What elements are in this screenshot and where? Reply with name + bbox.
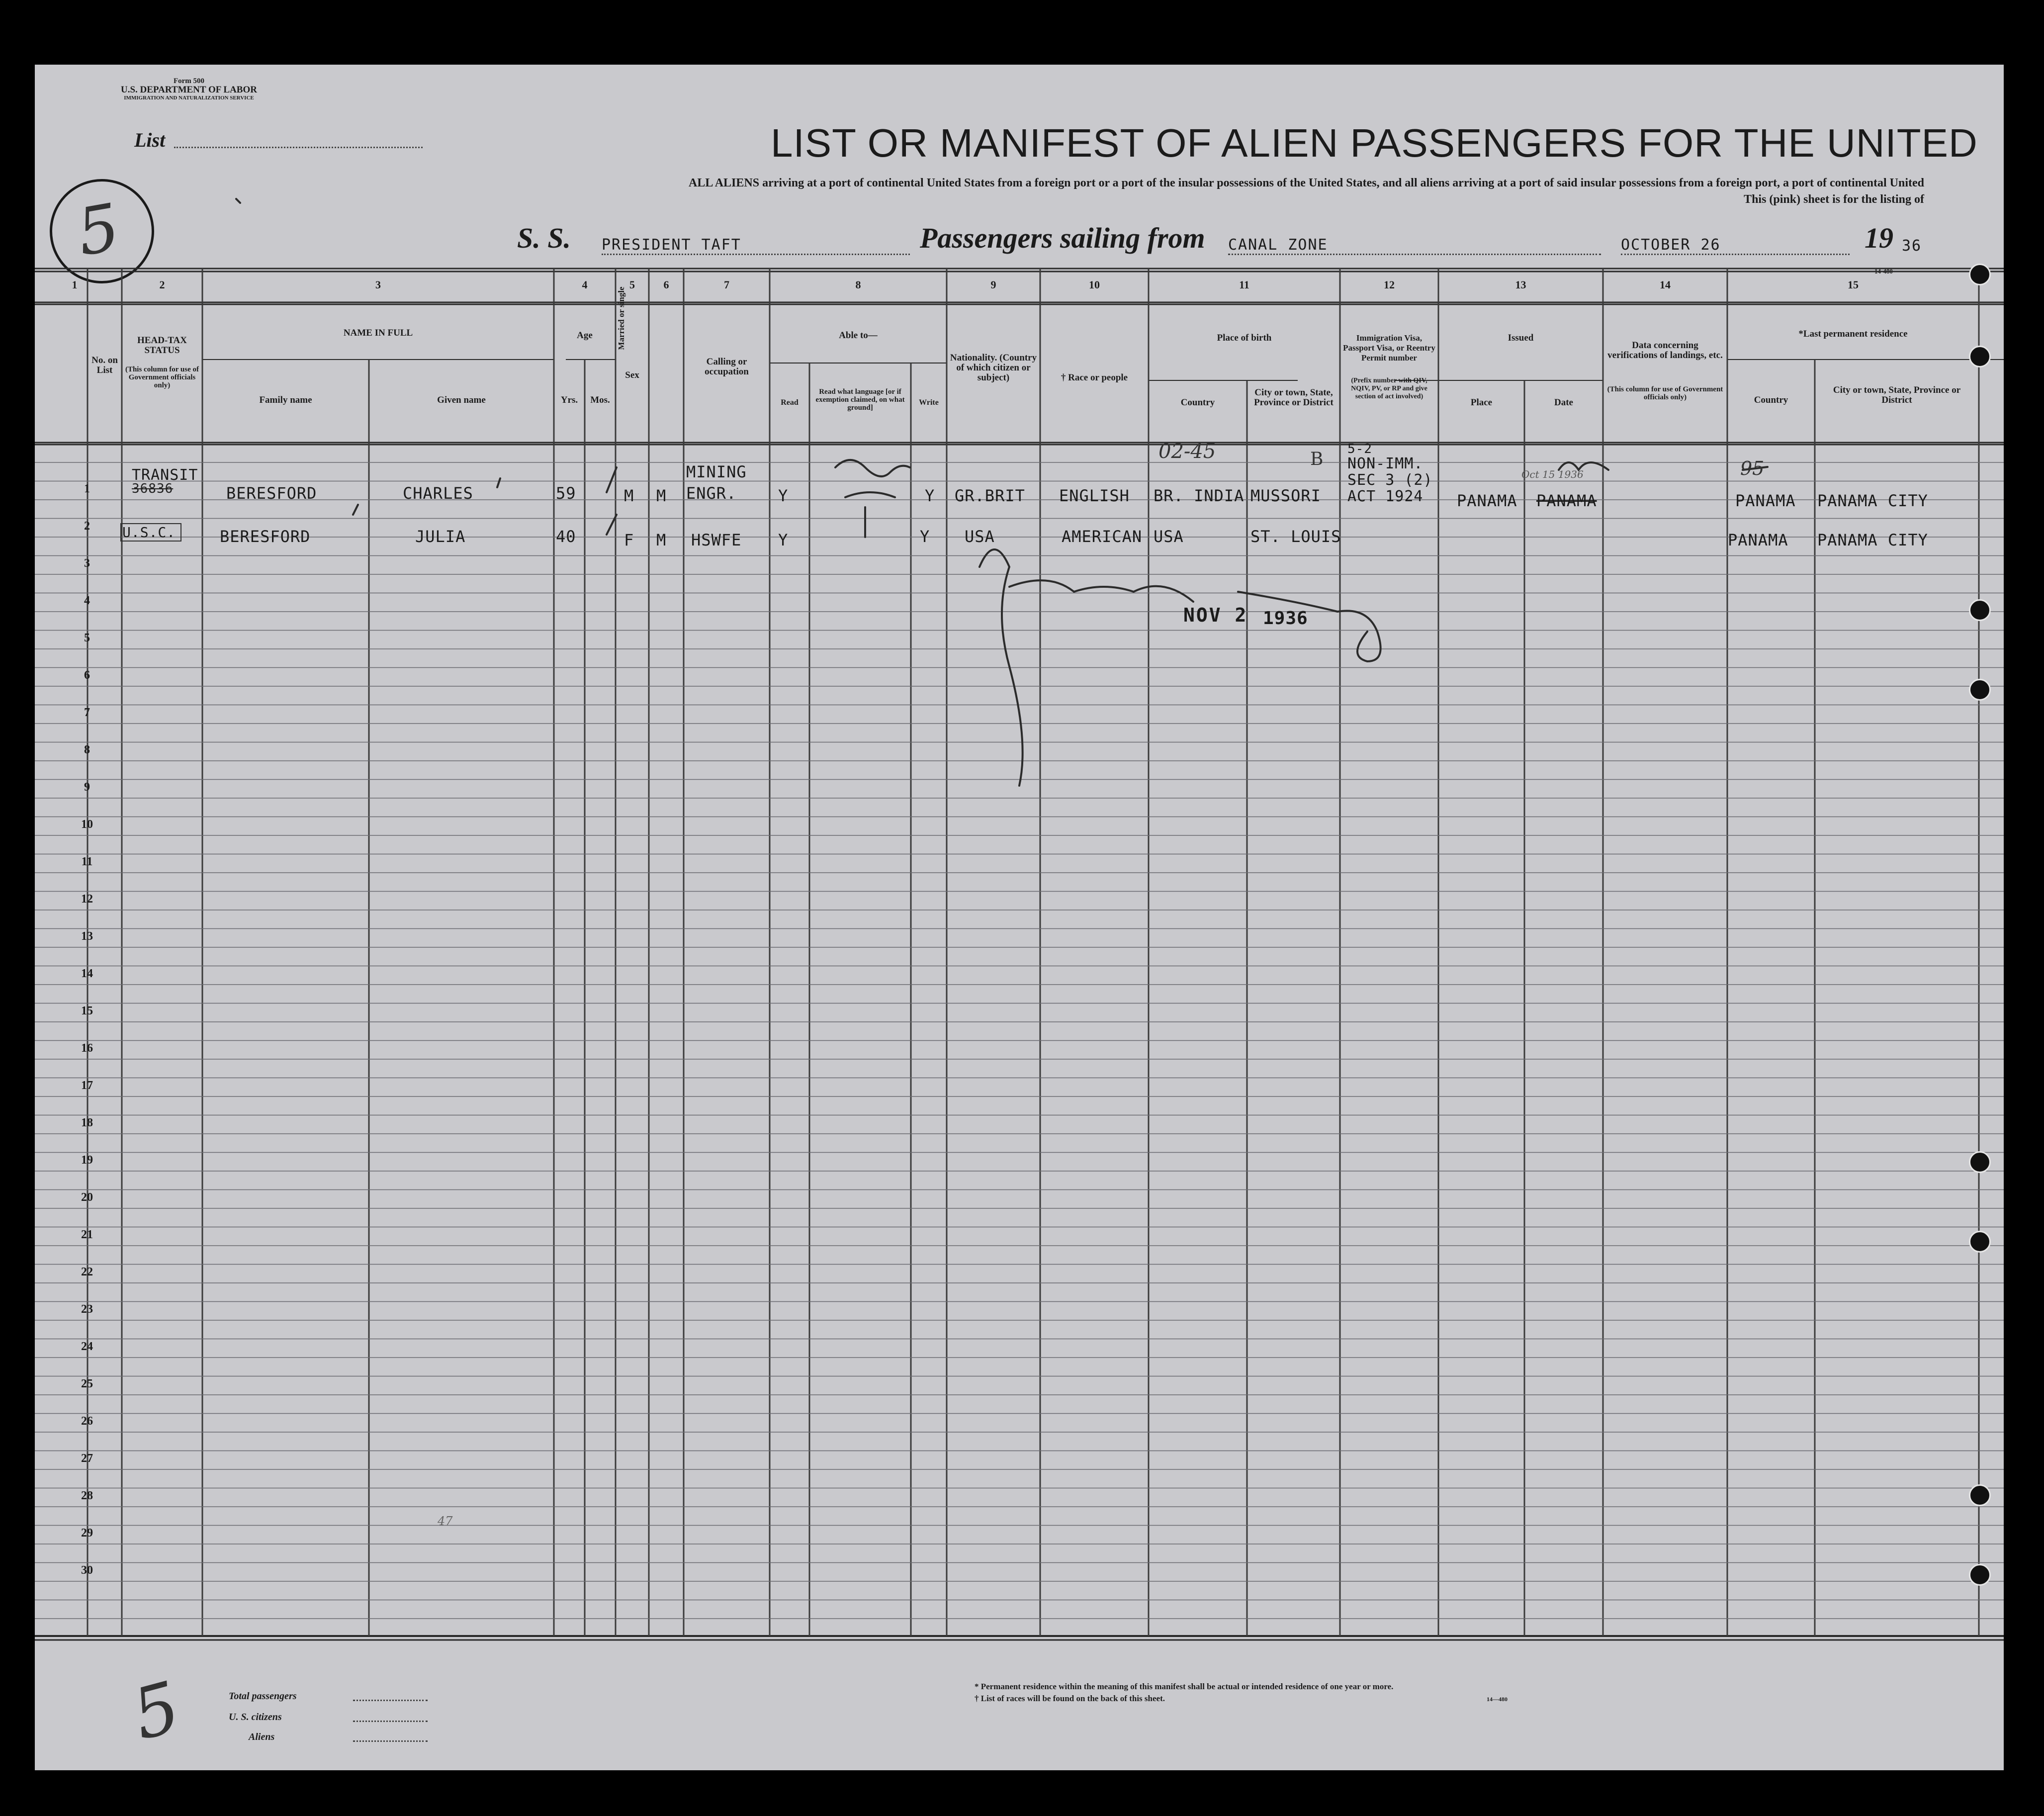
header-write: Write (919, 398, 939, 407)
col-num-14: 14 (1660, 278, 1671, 291)
row1-visa-line3: SEC 3 (2) (1347, 471, 1433, 489)
row2-residence-country: PANAMA (1728, 531, 1788, 549)
binder-hole (1969, 1564, 1991, 1586)
handwritten-marks (35, 65, 2004, 1770)
received-stamp-date: NOV 2 (1183, 604, 1248, 626)
footnote-races: † List of races will be found on the back of this sheet. (975, 1694, 1165, 1703)
row2-write: Y (920, 527, 930, 546)
header-visa: Immigration Visa, Passport Visa, or Reentry Permit number (1343, 333, 1435, 363)
row-number: 16 (81, 1042, 93, 1055)
row1-nationality: GR.BRIT (955, 486, 1025, 505)
row-number: 4 (84, 594, 90, 607)
aliens-field[interactable] (353, 1740, 428, 1742)
row1-issued-date-handwritten: Oct 15 1936 (1521, 468, 1584, 480)
list-label: List (134, 129, 166, 151)
col-num-9: 9 (990, 278, 996, 291)
binder-hole (1969, 264, 1991, 285)
us-citizens-label: U. S. citizens (229, 1712, 282, 1723)
row-number: 2 (84, 520, 90, 533)
binder-hole (1969, 599, 1991, 621)
header-landing-data: Data concerning verifications of landings, etc. (1607, 340, 1723, 361)
row-number: 29 (81, 1527, 93, 1540)
row2-nationality: USA (965, 527, 995, 546)
header-visa-note: (Prefix number with QIV, NQIV, PV, or RP and give section of act involved) (1351, 377, 1427, 400)
row1-visa-line2: NON-IMM. (1347, 455, 1423, 472)
col-num-11: 11 (1239, 278, 1249, 291)
signature-scribble (979, 549, 1193, 786)
header-calling: Calling or occupation (705, 357, 749, 377)
row-number: 15 (81, 1004, 93, 1017)
circled-page-number: 5 (41, 171, 162, 291)
corner-code: 14-480 (1874, 268, 1893, 275)
row1-birth-country: BR. INDIA (1154, 486, 1244, 505)
row1-race: ENGLISH (1059, 486, 1130, 505)
row-number: 27 (81, 1452, 93, 1465)
binder-hole (1969, 1151, 1991, 1173)
year-suffix: 36 (1902, 237, 1922, 255)
header-given-name: Given name (437, 395, 486, 405)
header-residence-city: City or town, State, Province or District (1833, 385, 1961, 405)
row1-write: Y (925, 486, 935, 505)
footnote-permanent-residence: * Permanent residence within the meaning of this manifest shall be actual or intended residence of one year or more. (975, 1682, 1394, 1691)
aliens-label: Aliens (249, 1731, 275, 1742)
manifest-sheet (35, 65, 2004, 1770)
binder-hole (1969, 1231, 1991, 1253)
signature-tail (1238, 592, 1381, 661)
year-prefix: 19 (1865, 222, 1893, 254)
departure-port: CANAL ZONE (1228, 236, 1328, 254)
row2-given-name: JULIA (415, 527, 466, 546)
row2-head-tax: U.S.C. (120, 523, 181, 542)
row1-married: M (656, 486, 667, 505)
row2-birth-country: USA (1154, 527, 1184, 546)
department-name: U.S. DEPARTMENT OF LABOR (121, 85, 257, 95)
row1-birth-city: MUSSORI (1250, 486, 1321, 505)
row-number: 3 (84, 557, 90, 570)
intro-text-line1: ALL ALIENS arriving at a port of continental United States from a foreign port or a port of the insular possessions of the United States, and all aliens arriving at a port of said insular possessions from a foreign port, a port of continental United (689, 177, 1924, 189)
row-number: 25 (81, 1377, 93, 1390)
col-num-15: 15 (1848, 278, 1859, 291)
service-name: IMMIGRATION AND NATURALIZATION SERVICE (124, 95, 254, 101)
col-num-1: 1 (72, 278, 78, 291)
row-number: 8 (84, 743, 90, 756)
header-age-yrs: Yrs. (560, 395, 578, 405)
row-number: 24 (81, 1340, 93, 1353)
row1-sex: M (624, 486, 634, 505)
header-issued-place: Place (1470, 397, 1493, 408)
col-num-13: 13 (1515, 278, 1526, 291)
header-residence-country: Country (1754, 395, 1788, 405)
sailing-date: OCTOBER 26 (1621, 236, 1721, 254)
row-number: 6 (84, 669, 90, 682)
us-citizens-field[interactable] (353, 1721, 428, 1722)
header-age: Age (577, 330, 593, 341)
row-number: 14 (81, 967, 93, 980)
row-number: 9 (84, 781, 90, 794)
row1-visa-line4: ACT 1924 (1347, 488, 1423, 505)
row2-family-name: BERESFORD (220, 527, 311, 546)
row1-code: 02-45 (1158, 440, 1216, 463)
header-last-residence: *Last permanent residence (1798, 329, 1908, 339)
row-number: 30 (81, 1564, 93, 1577)
row2-check-mark (353, 505, 358, 515)
row2-birth-city: ST. LOUIS (1250, 527, 1341, 546)
row-number: 11 (81, 855, 93, 868)
row-number: 12 (81, 893, 93, 906)
header-read: Read (781, 398, 799, 407)
row1-head-tax-struck: 36836 (132, 481, 174, 496)
col-num-10: 10 (1089, 278, 1100, 291)
header-no-on-list: No. on List (91, 355, 118, 375)
col-num-4: 4 (582, 278, 588, 291)
row1-age: 59 (556, 484, 576, 503)
header-head-tax-note: (This column for use of Government officials only) (125, 365, 199, 389)
row1-occupation-line2: ENGR. (686, 484, 737, 503)
col-num-12: 12 (1384, 278, 1395, 291)
intro-text-line2: This (pink) sheet is for the listing of (1744, 193, 1924, 206)
row1-language-scribble (835, 460, 910, 497)
row2-race: AMERICAN (1062, 527, 1143, 546)
footer-code: 14—480 (1487, 1696, 1508, 1703)
header-issued: Issued (1508, 333, 1534, 343)
margin-handwritten-number: 5 (124, 1666, 188, 1756)
total-passengers-field[interactable] (353, 1700, 428, 1701)
row2-age: 40 (556, 527, 576, 546)
row1-issued-place: PANAMA (1457, 491, 1517, 510)
row1-issued-date: PANAMA (1536, 491, 1597, 510)
row-number: 21 (81, 1228, 93, 1241)
header-name-in-full: NAME IN FULL (343, 328, 413, 338)
row1-read: Y (778, 486, 789, 505)
row-number: 22 (81, 1266, 93, 1278)
residence-code: 95 (1740, 457, 1765, 479)
row1-b-mark: B (1310, 449, 1324, 469)
received-stamp-year: 1936 (1263, 608, 1308, 629)
row1-visa-line1: 5-2 (1347, 442, 1372, 456)
header-place-of-birth: Place of birth (1217, 333, 1272, 343)
row-number: 19 (81, 1154, 93, 1167)
row-number: 28 (81, 1489, 93, 1502)
row1-head-tax: TRANSIT (132, 466, 198, 484)
row1-family-name: BERESFORD (226, 484, 317, 503)
row1-given-name: CHARLES (403, 484, 473, 503)
ss-label: S. S. (517, 222, 571, 254)
row-number: 20 (81, 1191, 93, 1204)
form-number: Form 500 (173, 77, 205, 85)
header-head-tax: HEAD-TAX STATUS (137, 335, 187, 356)
header-married: Married or single (617, 286, 626, 350)
header-birth-city: City or town, State, Province or District (1254, 387, 1333, 408)
row-number: 10 (81, 818, 93, 831)
header-sex: Sex (625, 370, 639, 380)
row2-read: Y (778, 531, 789, 549)
header-nationality: Nationality. (Country of which citizen or subject) (950, 353, 1037, 383)
row1-check-mark (497, 478, 500, 487)
header-able-to: Able to— (839, 330, 878, 341)
col-num-2: 2 (159, 278, 165, 291)
row-number: 18 (81, 1116, 93, 1129)
col-num-8: 8 (855, 278, 861, 291)
total-passengers-label: Total passengers (229, 1691, 297, 1702)
row-number: 26 (81, 1415, 93, 1428)
row-number: 7 (84, 706, 90, 719)
row-number: 13 (81, 930, 93, 943)
sailing-label: Passengers sailing from (920, 222, 1205, 254)
row1-age-check-mark (607, 467, 617, 492)
header-landing-note: (This column for use of Government officials only) (1607, 385, 1723, 401)
header-issued-date: Date (1554, 397, 1573, 408)
row29-pencil-mark: 47 (438, 1514, 453, 1528)
binder-hole (1969, 1484, 1991, 1506)
col-num-7: 7 (724, 278, 729, 291)
row2-occupation: HSWFE (691, 531, 742, 549)
row1-residence-city: PANAMA CITY (1817, 491, 1928, 510)
ship-name: PRESIDENT TAFT (602, 236, 741, 254)
row2-age-check-mark (607, 515, 617, 535)
binder-hole (1969, 346, 1991, 367)
row-number: 23 (81, 1303, 93, 1316)
header-age-mos: Mos. (590, 395, 610, 405)
header-family-name: Family name (259, 395, 312, 405)
header-read-language: Read what language [or if exemption claimed, on what ground] (815, 388, 905, 412)
manifest-title: LIST OR MANIFEST OF ALIEN PASSENGERS FOR THE UNITED (771, 121, 1978, 165)
row-number: 5 (84, 632, 90, 644)
row2-married: M (656, 531, 667, 549)
row1-residence-country: PANAMA (1735, 491, 1796, 510)
col-num-6: 6 (663, 278, 669, 291)
col-num-3: 3 (375, 278, 381, 291)
col-num-5: 5 (629, 278, 635, 291)
row-number: 17 (81, 1079, 93, 1092)
row1-occupation-line1: MINING (686, 462, 747, 481)
row2-sex: F (624, 531, 634, 549)
tick-mark (236, 199, 240, 203)
header-race: † Race or people (1061, 372, 1128, 383)
row-number: 1 (84, 482, 90, 495)
row2-residence-city: PANAMA CITY (1817, 531, 1928, 549)
binder-hole (1969, 679, 1991, 701)
header-birth-country: Country (1180, 397, 1215, 408)
